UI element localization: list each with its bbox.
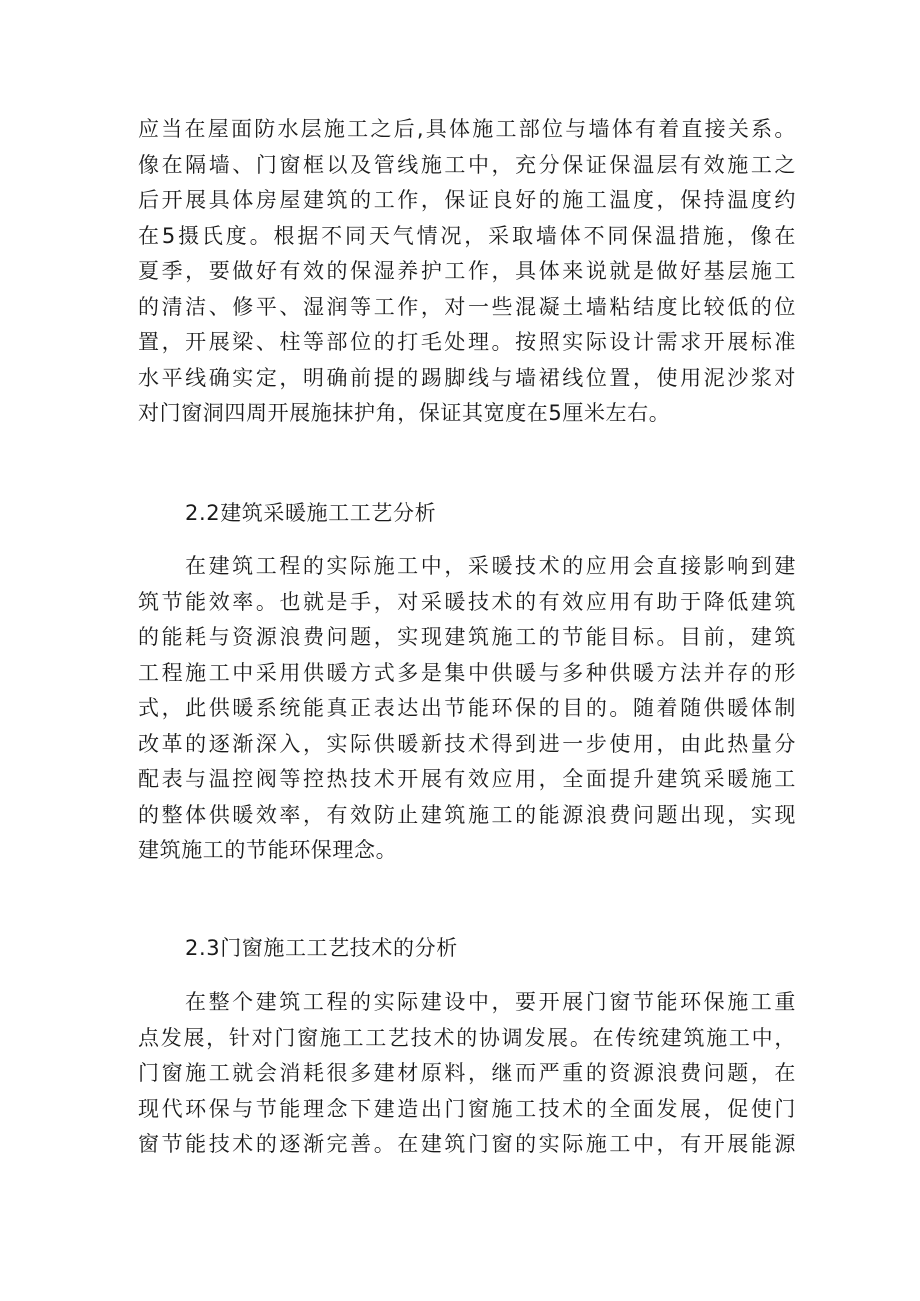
paragraph-line: 在建筑工程的实际施工中，采暖技术的应用会直接影响到建 [185, 554, 796, 578]
paragraph-line: 改革的逐渐深入，实际供暖新技术得到进一步使用，由此热量分 [138, 731, 796, 756]
paragraph-2 [138, 549, 796, 869]
paragraph-line: 建筑施工的节能环保理念。 [138, 838, 398, 862]
paragraph-line: 置，开展梁、柱等部位的打毛处理。按照实际设计需求开展标准 [138, 330, 796, 354]
paragraph-line: 后开展具体房屋建筑的工作，保证良好的施工温度，保持温度约 [138, 188, 796, 212]
paragraph-line: 的整体供暖效率，有效防止建筑施工的能源浪费问题出现，实现 [138, 802, 796, 827]
paragraph-line: 工程施工中采用供暖方式多是集中供暖与多种供暖方法并存的形 [138, 660, 796, 685]
section-heading-2-3: 2.3门窗施工工艺技术的分析 [185, 936, 458, 960]
paragraph-line: 夏季，要做好有效的保湿养护工作，具体来说就是做好基层施工 [138, 259, 796, 283]
paragraph-line: 筑节能效率。也就是手，对采暖技术的有效应用有助于降低建筑 [138, 589, 796, 614]
paragraph-line: 现代环保与节能理念下建造出门窗施工技术的全面发展，促使门 [138, 1096, 796, 1121]
paragraph-line: 在5摄氏度。根据不同天气情况，采取墙体不同保温措施，像在 [138, 223, 796, 248]
paragraph-line: 窗节能技术的逐渐完善。在建筑门窗的实际施工中，有开展能源 [138, 1132, 796, 1156]
section-heading-2-2: 2.2建筑采暖施工工艺分析 [185, 501, 437, 525]
paragraph-line: 的能耗与资源浪费问题，实现建筑施工的节能目标。目前，建筑 [138, 625, 796, 649]
paragraph-1 [138, 112, 796, 432]
paragraph-line: 配表与温控阀等控热技术开展有效应用，全面提升建筑采暖施工 [138, 767, 796, 791]
paragraph-line: 在整个建筑工程的实际建设中，要开展门窗节能环保施工重 [185, 990, 796, 1014]
paragraph-line: 水平线确实定，明确前提的踢脚线与墙裙线位置，使用泥沙浆对 [138, 365, 796, 390]
paragraph-line: 门窗施工就会消耗很多建材原料，继而严重的资源浪费问题，在 [138, 1061, 796, 1085]
paragraph-line: 的清洁、修平、湿润等工作，对一些混凝土墙粘结度比较低的位 [138, 294, 796, 319]
paragraph-line: 点发展，针对门窗施工工艺技术的协调发展。在传统建筑施工中， [138, 1025, 796, 1050]
paragraph-line: 应当在屋面防水层施工之后,具体施工部位与墙体有着直接关系。 [138, 117, 796, 141]
paragraph-line: 对门窗洞四周开展施抹护角，保证其宽度在5厘米左右。 [138, 401, 671, 425]
paragraph-line: 式，此供暖系统能真正表达出节能环保的目的。随着随供暖体制 [138, 696, 796, 720]
paragraph-line: 像在隔墙、门窗框以及管线施工中，充分保证保温层有效施工之 [138, 152, 796, 177]
paragraph-3 [138, 985, 796, 1163]
